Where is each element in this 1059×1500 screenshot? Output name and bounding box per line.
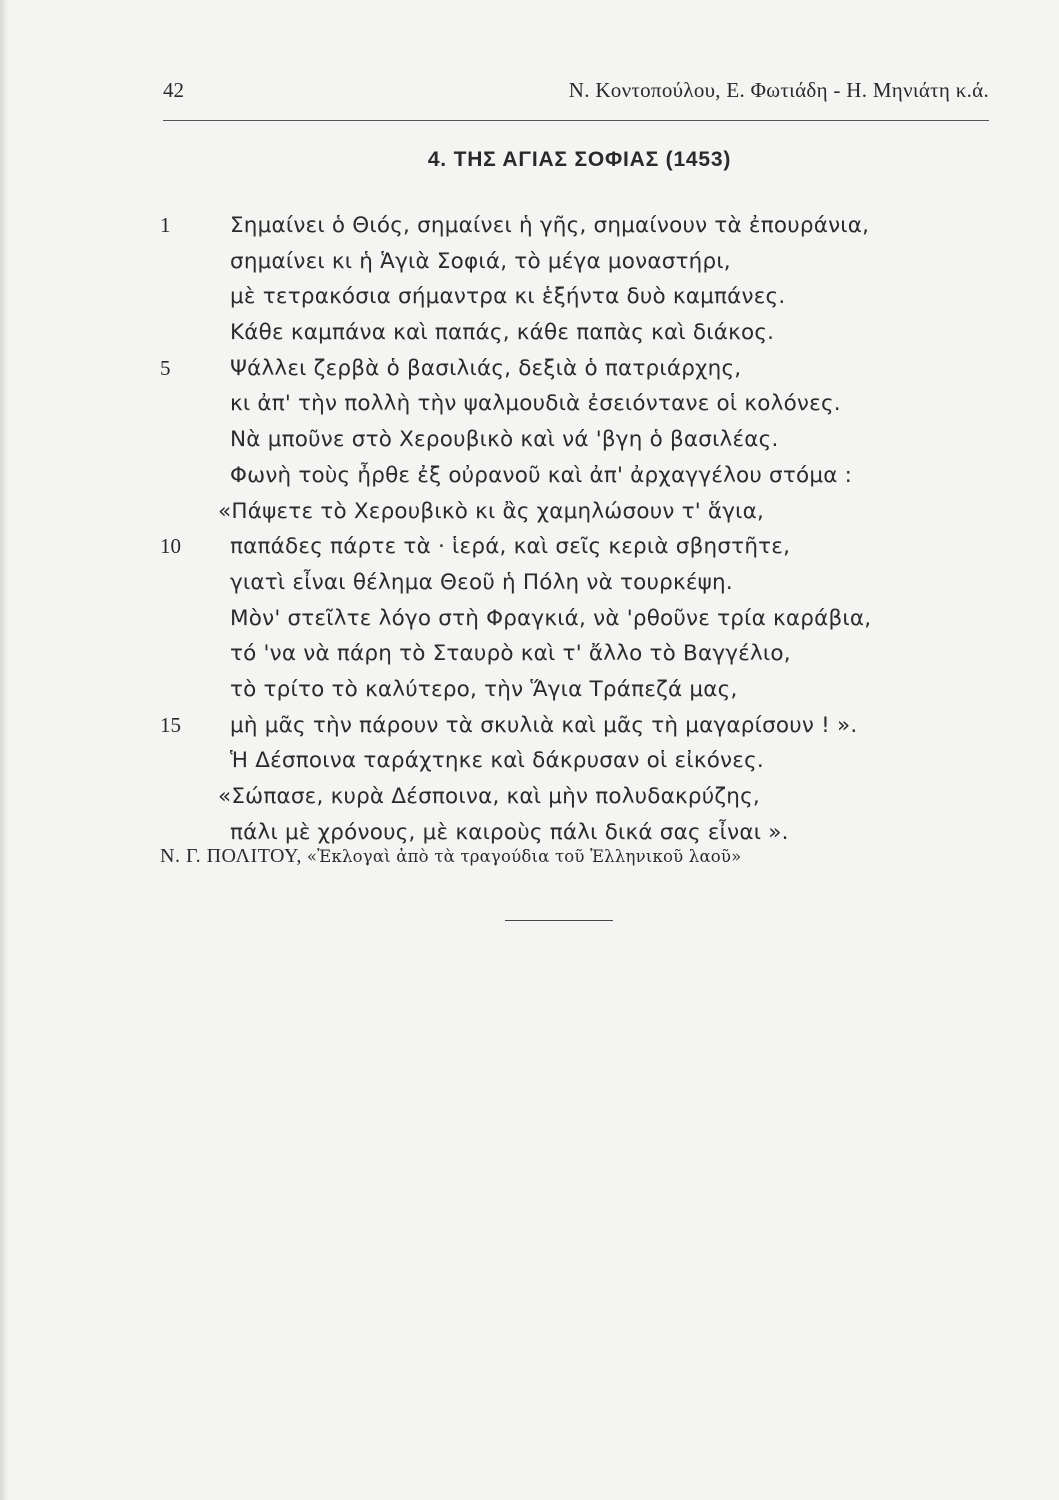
line-text: Νὰ μποῦνε στὸ Χερουβικὸ καὶ νά 'βγη ὁ βασιλέας. (230, 427, 779, 453)
poem-line (160, 708, 1000, 744)
line-text: Σημαίνει ὁ Θιός, σημαίνει ἡ γῆς, σημαίνουν τὰ ἐπουράνια, (230, 213, 870, 238)
line-text: πάλι μὲ χρόνους, μὲ καιροὺς πάλι δικά σας εἶναι ». (230, 819, 789, 845)
line-number: 15 (160, 712, 181, 737)
poem-line (160, 351, 1000, 387)
line-text: μὲ τετρακόσια σήμαντρα κι ἑξήντα δυὸ καμπάνες. (230, 284, 786, 310)
line-text: μὴ μᾶς τὴν πάρουν τὰ σκυλιὰ καὶ μᾶς τὴ μαγαρίσουν ! ». (230, 712, 858, 738)
poem-line (160, 529, 1000, 565)
poem-line (160, 315, 1000, 351)
line-number: 1 (160, 213, 171, 237)
poem-line (160, 386, 1000, 422)
line-text: σημαίνει κι ἡ Ἁγιὰ Σοφιά, τὸ μέγα μοναστήρι, (230, 248, 731, 274)
poem-line (160, 779, 1000, 815)
poem-line (160, 422, 1000, 458)
poem-body (160, 208, 1000, 850)
poem-title: 4. ΤΗΣ ΑΓΙΑΣ ΣΟΦΙΑΣ (1453) (427, 148, 732, 171)
poem-line (160, 636, 1000, 672)
poem-line (160, 279, 1000, 315)
line-text: Ψάλλει ζερβὰ ὁ βασιλιάς, δεξιὰ ὁ πατριάρχης, (230, 355, 742, 381)
line-text: Φωνὴ τοὺς ἦρθε ἐξ οὐρανοῦ καὶ ἀπ' ἀρχαγγέλου στόμα : (230, 462, 853, 488)
line-number: 10 (160, 534, 181, 559)
attribution-author: Ν. Γ. ΠΟΛΙΤΟΥ, (160, 845, 302, 867)
line-text: γιατὶ εἶναι θέλημα Θεοῦ ἡ Πόλη νὰ τουρκέψη. (230, 569, 733, 595)
line-text: Ἡ Δέσποινα ταράχτηκε καὶ δάκρυσαν οἱ εἰκόνες. (230, 748, 764, 774)
poem-line (160, 601, 1000, 637)
line-text: «Σώπασε, κυρὰ Δέσποινα, καὶ μὴν πολυδακρύζης, (218, 784, 760, 809)
line-text: τό 'να νὰ πάρη τὸ Σταυρὸ καὶ τ' ἄλλο τὸ Βαγγέλιο, (230, 641, 791, 667)
poem-line (160, 743, 1000, 779)
line-number: 5 (160, 355, 171, 380)
line-text: τὸ τρίτο τὸ καλύτερο, τὴν Ἅγια Τράπεζά μας, (230, 676, 738, 702)
page-header (163, 76, 989, 112)
line-text: Κάθε καμπάνα καὶ παπάς, κάθε παπὰς καὶ διάκος. (230, 320, 775, 346)
line-text: κι ἀπ' τὴν πολλὴ τὴν ψαλμουδιὰ ἐσειόντανε οἱ κολόνες. (230, 391, 841, 417)
poem-line (160, 565, 1000, 601)
line-text: Μὸν' στεῖλτε λόγο στὴ Φραγκιά, νὰ 'ρθοῦνε τρία καράβια, (230, 605, 872, 631)
line-text: παπάδες πάρτε τὰ · ἱερά, καὶ σεῖς κεριὰ σβηστῆτε, (230, 534, 791, 560)
attribution (160, 845, 1000, 868)
poem-line (160, 244, 1000, 280)
attribution-source: «Ἐκλογαὶ ἀπὸ τὰ τραγούδια τοῦ Ἑλληνικοῦ λαοῦ» (306, 847, 742, 866)
poem-line (160, 208, 1000, 244)
poem-line (160, 672, 1000, 708)
end-rule (505, 920, 613, 921)
page-edge (0, 0, 8, 1500)
running-title: Ν. Κοντοπούλου, Ε. Φωτιάδη - Η. Μηνιάτη κ.ά. (568, 78, 989, 102)
poem-line (160, 458, 1000, 494)
page-number: 42 (163, 78, 184, 102)
poem-line (160, 494, 1000, 530)
line-text: «Πάψετε τὸ Χερουβικὸ κι ἂς χαμηλώσουν τ' ἅγια, (218, 498, 765, 524)
header-rule (163, 120, 989, 121)
